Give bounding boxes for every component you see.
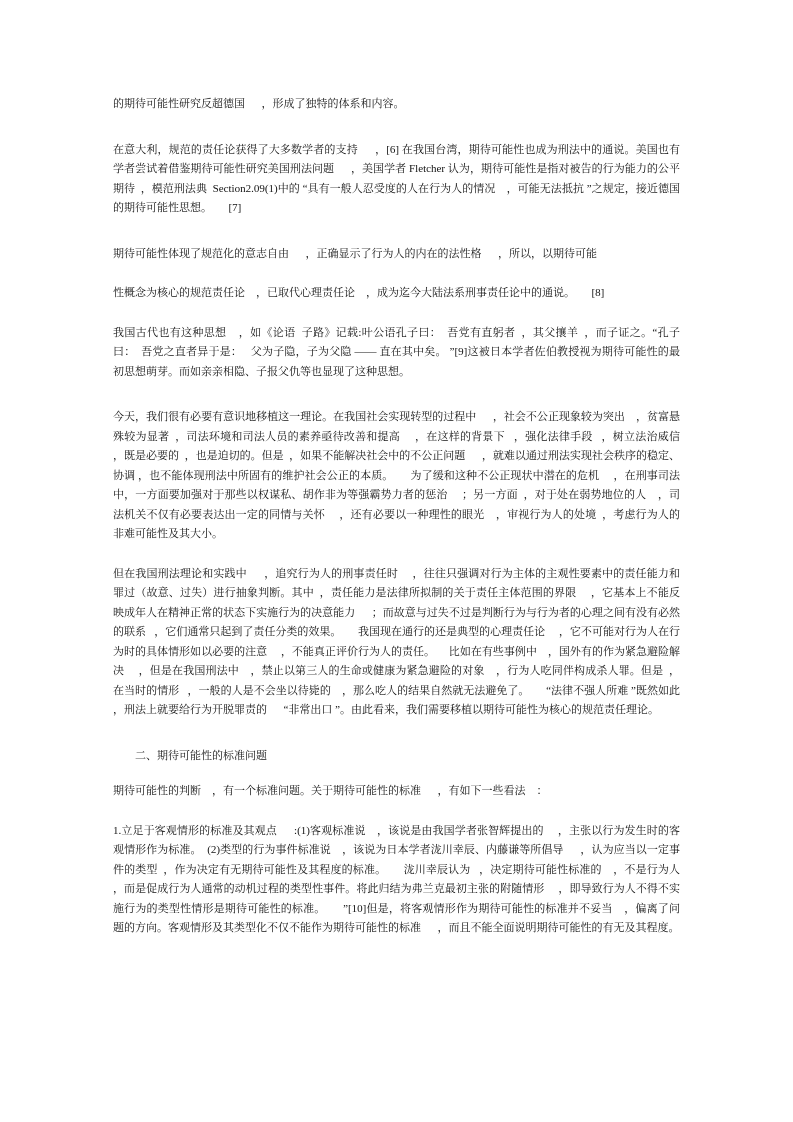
paragraph: 但在我国刑法理论和实践中 ，追究行为人的刑事责任时 ，往往只强调对行为主体的主观性要素中的责任能力和罪过（故意、过失）进行抽象判断。其中 ，责任能力是法律所拟制的关于责任主体范围的界限 ，它基本上不能反映成年人在精神正常的状态下实施行为的决意能力 ；而故意与过失不过是判断行为与行为者的心理之间有没有必然的联系 ，它们通常只起到了责任分类的效果。 我国现在通行的还是典型的心理责任论 ，它不可能对行为人在行为时的具体情形如以必要的注意 ，不能真正评价行为人的责任。 比如在有些事例中 ，国外有的作为紧急避险解决 ，但是在我国刑法中 ，禁止以第三人的生命或健康为紧急避险的对象 ，行为人吃同伴构成杀人罪。但是 ，在当时的情形 ，一般的人是不会坐以待毙的 ，那么吃人的结果自然就无法避免了。 “法律不强人所难 ”既然如此 ，刑法上就要给行为开脱罪责的 “非常出口 ”。由此看来，我们需要移植以期待可能性为核心的规范责任理论。 xyxy=(113,567,686,716)
paragraph: 1.立足于客观情形的标准及其观点 :(1)客观标准说 ，该说是由我国学者张智辉提出的 ，主张以行为发生时的客观情形作为标准。 (2)类型的行为事件标准说 ，该说为日本学者泷川幸辰、内藤谦等所倡导 ，认为应当以一定事件的类型 ，作为决定有无期待可能性及其程度的标准。 泷川幸辰认为 ，决定期待可能性标准的 ，不是行为人 ，而是促成行为人通常的动机过程的类型性事件。将此归结为弗兰克最初主张的附随情形 ，即导致行为人不得不实施行为的类型性情形是期待可能性的标准。 ”[10]但是，将客观情形作为期待可能性的标准并不妥当 ，偏离了问题的方向。客观情形及其类型化不仅不能作为期待可能性的标准 ，而且不能全面说明期待可能性的有无及其程度。 xyxy=(113,824,686,934)
paragraph: 性概念为核心的规范责任论 ，已取代心理责任论 ，成为迄今大陆法系刑事责任论中的通说。 [8] xyxy=(113,287,605,299)
paragraph: 我国古代也有这种思想 ，如《论语 子路》记载:叶公语孔子曰： 吾党有直躬者 ，其父攘羊 ，而子证之。“孔子曰： 吾党之直者异于是： 父为子隐，子为父隐 —— 直在其中矣。 ”[9]这被日本学者佐伯教授视为期待可能性的最初思想萌芽。而如亲亲相隐、子报父仇等也显现了这种思想。 xyxy=(113,326,680,378)
document-content xyxy=(113,95,686,959)
section-heading: 二、期待可能性的标准问题 xyxy=(135,749,267,762)
paragraph: 在意大利，规范的责任论获得了大多数学者的支持 ，[6] 在我国台湾，期待可能性也成为刑法中的通说。美国也有学者尝试着借鉴期待可能性研究美国刑法问题 ，美国学者 Fletcher 认为，期待可能性是指对被告的行为能力的公平期待 ，模范刑法典 Section2.09(1)中的 “具有一般人忍受度的人在行为人的情况 ，可能无法抵抗 ”之规定，接近德国的期待可能性思想。 [7] xyxy=(113,143,680,214)
paragraph: 的期待可能性研究反超德国 ，形成了独特的体系和内容。 xyxy=(113,98,405,110)
paragraph: 今天，我们很有必要有意识地移植这一理论。在我国社会实现转型的过程中 ，社会不公正现象较为突出 ，贫富悬殊较为显著 ，司法环境和司法人员的素养亟待改善和提高 ，在这样的背景下 ，强化法律手段 ，树立法治威信 ，既是必要的 ，也是迫切的。但是 ，如果不能解决社会中的不公正问题 ，就难以通过刑法实现社会秩序的稳定、协调 ，也不能体现刑法中所固有的维护社会公正的本质。 为了缓和这种不公正现状中潜在的危机 ，在刑事司法中，一方面要加强对于那些以权谋私、胡作非为等强霸势力者的惩治 ；另一方面 ，对于处在弱势地位的人 ，司法机关不仅有必要表达出一定的同情与关怀 ，还有必要以一种理性的眼光 ，审视行为人的处境 ，考虑行为人的非难可能性及其大小。 xyxy=(113,411,686,540)
paragraph: 期待可能性体现了规范化的意志自由 ，正确显示了行为人的内在的法性格 ，所以，以期待可能 xyxy=(113,247,597,260)
paragraph: 期待可能性的判断 ，有一个标准问题。关于期待可能性的标准 ，有如下一些看法 ： xyxy=(113,785,548,797)
